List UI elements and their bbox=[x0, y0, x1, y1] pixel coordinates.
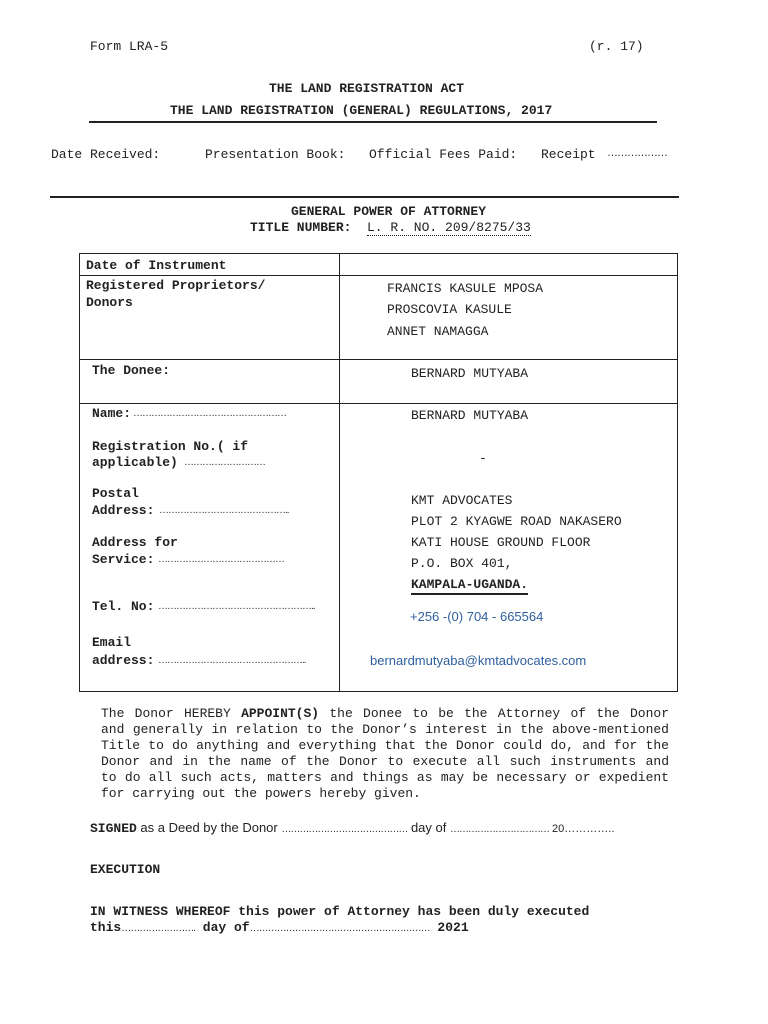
name-dots: …………………………………………… bbox=[133, 408, 286, 419]
registration-dots: ……………………… bbox=[184, 457, 265, 468]
witness-this: this bbox=[90, 920, 122, 935]
signed-dots-1: …………………………………… bbox=[281, 824, 408, 835]
row-date-value-cell bbox=[339, 253, 678, 276]
regulations-title: THE LAND REGISTRATION (GENERAL) REGULATIONS, 2017 bbox=[170, 103, 553, 118]
service-label-line1: Address for bbox=[92, 535, 178, 550]
donor-name-3: ANNET NAMAGGA bbox=[387, 324, 489, 339]
postal-label-line2: Address: bbox=[92, 503, 155, 518]
address-line-1: KMT ADVOCATES bbox=[411, 493, 513, 508]
service-label-line2: Service: bbox=[92, 552, 155, 567]
official-fees-label: Official Fees Paid: bbox=[369, 147, 518, 162]
donee-label: The Donee: bbox=[92, 363, 171, 378]
postal-dots: …………………………………….. bbox=[159, 505, 289, 516]
service-dots: …………………………………… bbox=[158, 554, 284, 565]
witness-dots-2: …………………………………………………… bbox=[249, 923, 430, 934]
donor-name-2: PROSCOVIA KASULE bbox=[387, 302, 512, 317]
address-city: KAMPALA-UGANDA. bbox=[411, 577, 528, 595]
witness-line-2 bbox=[90, 920, 469, 935]
postal-label-line1: Postal bbox=[92, 486, 139, 501]
witness-year: 2021 bbox=[429, 920, 469, 935]
receipt-dots: ……………… bbox=[607, 147, 667, 159]
tel-dots: …………………………………………….. bbox=[158, 601, 315, 612]
rule-reference: (r. 17) bbox=[589, 39, 644, 54]
registration-label-line2: applicable) bbox=[92, 455, 178, 470]
proprietors-label-line2: Donors bbox=[86, 295, 133, 310]
signed-label: SIGNED bbox=[90, 821, 137, 836]
email-value[interactable]: bernardmutyaba@kmtadvocates.com bbox=[370, 653, 587, 668]
title-number-value: L. R. NO. 209/8275/33 bbox=[367, 220, 531, 235]
appointment-paragraph bbox=[101, 706, 669, 802]
document-title: GENERAL POWER OF ATTORNEY bbox=[291, 204, 487, 219]
address-line-2: PLOT 2 KYAGWE ROAD NAKASERO bbox=[411, 514, 622, 529]
address-line-3: KATI HOUSE GROUND FLOOR bbox=[411, 535, 591, 550]
email-label-line1: Email bbox=[92, 635, 132, 650]
tel-value[interactable]: +256 -(0) 704 - 665564 bbox=[410, 609, 544, 624]
signed-text: as a Deed by the Donor bbox=[136, 820, 282, 835]
title-number-label: TITLE NUMBER: bbox=[250, 220, 352, 235]
date-of-instrument-label: Date of Instrument bbox=[86, 258, 227, 273]
registration-label-line1: Registration No.( if bbox=[92, 439, 249, 454]
act-title: THE LAND REGISTRATION ACT bbox=[269, 81, 465, 96]
name-label: Name: bbox=[92, 406, 132, 421]
name-value: BERNARD MUTYABA bbox=[411, 408, 529, 423]
donor-name-1: FRANCIS KASULE MPOSA bbox=[387, 281, 544, 296]
para-pre: The Donor HEREBY bbox=[101, 706, 242, 721]
header-divider bbox=[89, 121, 657, 123]
tel-label: Tel. No: bbox=[92, 599, 155, 614]
receipt-label: Receipt bbox=[541, 147, 596, 162]
execution-heading: EXECUTION bbox=[90, 862, 161, 877]
signed-line bbox=[90, 820, 614, 836]
section-divider bbox=[50, 196, 679, 198]
proprietors-label-line1: Registered Proprietors/ bbox=[86, 278, 266, 293]
witness-line-1: IN WITNESS WHEREOF this power of Attorney has been duly executed bbox=[90, 904, 590, 919]
para-appoint: APPOINT(S) bbox=[241, 706, 320, 721]
email-dots: ………………………………………….. bbox=[158, 655, 306, 666]
address-line-4: P.O. BOX 401, bbox=[411, 556, 513, 571]
email-label-line2: address: bbox=[92, 653, 155, 668]
registration-value: - bbox=[479, 451, 487, 466]
donee-name: BERNARD MUTYABA bbox=[411, 366, 529, 381]
date-received-label: Date Received: bbox=[51, 147, 161, 162]
signed-day-of: day of bbox=[407, 820, 450, 835]
form-id: Form LRA-5 bbox=[90, 39, 169, 54]
witness-day-of: day of bbox=[195, 920, 250, 935]
presentation-book-label: Presentation Book: bbox=[205, 147, 346, 162]
witness-dots-1: ……………………. bbox=[121, 923, 195, 934]
signed-year: 20………….. bbox=[548, 823, 615, 835]
para-post: the Donee to be the Attorney of the Donor and generally in relation to the Donor’s interest in the above-mentioned Title to do anything and everything that the Donor could do, and for the Donor and in the name of the Donor to execute all such instruments and to do all such acts, matters and things as may be necessary or expedient for carrying out the powers hereby given. bbox=[101, 706, 670, 801]
signed-dots-2: …………………………… bbox=[449, 824, 549, 835]
